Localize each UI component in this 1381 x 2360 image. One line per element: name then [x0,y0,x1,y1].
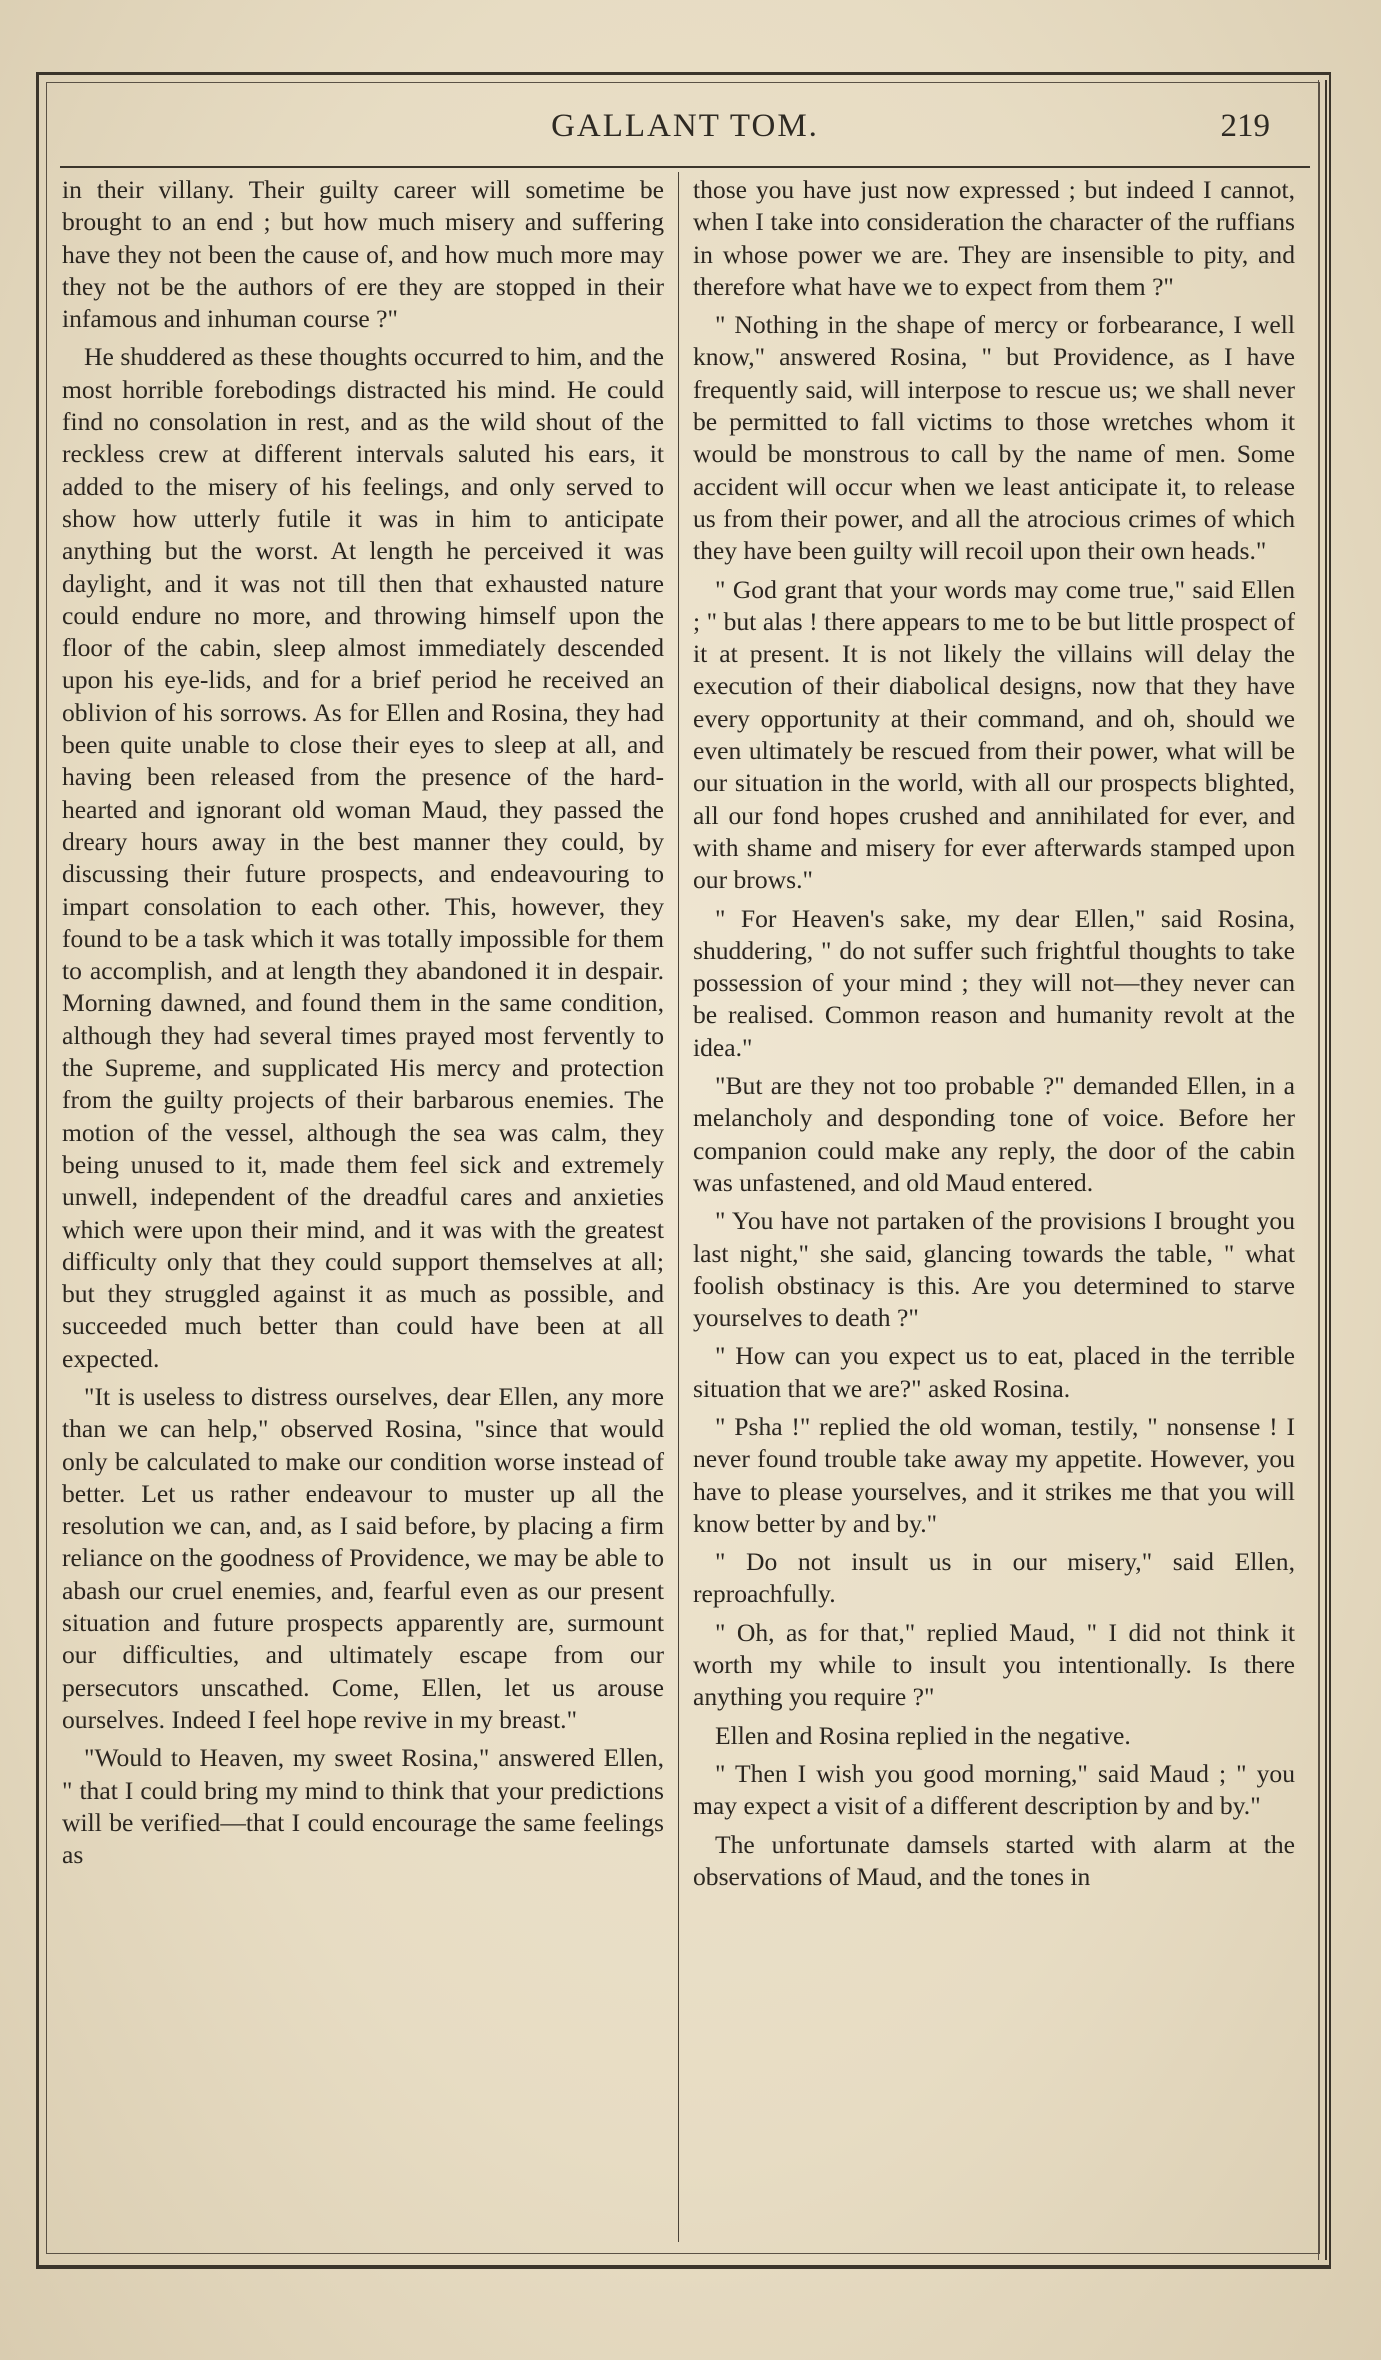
paragraph: "But are they not too probable ?" demanded Ellen, in a melancholy and desponding tone of voice. Before her companion could make any reply, the door of the cabin was unfastened, and old Maud entered. [693,1071,1295,1197]
running-title: GALLANT TOM. [551,108,819,144]
paragraph: "Would to Heaven, my sweet Rosina," answered Ellen, " that I could bring my mind to think that your predictions will be verified—that I could encourage the same feelings as [62,1743,664,1870]
paragraph: Ellen and Rosina replied in the negative. [715,1720,1131,1750]
column-divider [678,172,679,2242]
paragraph: " Do not insult us in our misery," said Ellen, reproachfully. [693,1547,1295,1609]
paragraph: " How can you expect us to eat, placed in the terrible situation that we are?" asked Rosina. [693,1341,1295,1403]
paragraph: " For Heaven's sake, my dear Ellen," said Rosina, shuddering, " do not suffer such frightful thoughts to take possession of your mind ; they will not—they never can be realised. Common reason and humanity revolt at the idea." [693,903,1295,1062]
paragraph: " Then I wish you good morning," said Maud ; " you may expect a visit of a different description by and by." [693,1758,1295,1821]
page-number: 219 [1220,108,1270,144]
page-header [60,106,1310,168]
paragraph: those you have just now expressed ; but indeed I cannot, when I take into consideration the character of the ruffians in whose power we are. They are insensible to pity, and therefore what have we to expect from them ?" [693,175,1295,301]
paragraph: The unfortunate damsels started with alarm at the observations of Maud, and the tones in [693,1829,1295,1891]
paragraph: He shuddered as these thoughts occurred to him, and the most horrible forebodings distracted his mind. He could find no consolation in rest, and as the wild shout of the reckless crew at different intervals saluted his ears, it added to the misery of his feelings, and only served to show how utterly futile it was in him to anticipate anything but the worst. At length he perceived it was daylight, and it was not till then that exhausted nature could endure no more, and throwing himself upon the floor of the cabin, sleep almost immediately descended upon his eye-lids, and for a brief period he received an oblivion of his sorrows. As for Ellen and Rosina, they had been quite unable to close their eyes to sleep at all, and having been released from the presence of the hard-hearted and ignorant old woman Maud, they passed the dreary hours away in the best manner they could, by discussing their future prospects, and endeavouring to impart consolation to each other. This, however, they found to be a task which it was totally impossible for them to accomplish, and at length they abandoned it in despair. Morning dawned, and found them in the same condition, although they had several times prayed most fervently to the Supreme, and supplicated His mercy and protection from the guilty projects of their barbarous enemies. The motion of the vessel, although the sea was calm, they being unused to it, made them feel sick and extremely unwell, independent of the dreadful cares and anxieties which were upon their mind, and it was with the greatest difficulty only that they could support themselves at all; but they struggled against it as much as possible, and succeeded much better than could have been at all expected. [62,342,664,1373]
side-rule [1318,80,1327,2260]
paragraph: " Psha !" replied the old woman, testily, " nonsense ! I never found trouble take away my appetite. However, you have to please yourselves, and it strikes me that you will know better by and by." [693,1411,1295,1538]
paragraph: "It is useless to distress ourselves, dear Ellen, any more than we can help," observed Rosina, "since that would only be calculated to make our condition worse instead of better. Let us rather endeavour to muster up all the resolution we can, and, as I said before, by placing a firm reliance on the goodness of Providence, we may be able to abash our cruel enemies, and, fearful even as our present situation and future prospects apparently are, surmount our difficulties, and ultimately escape from our persecutors unscathed. Come, Ellen, let us arouse ourselves. Indeed I feel hope revive in my breast." [62,1381,664,1734]
left-column [62,174,664,2244]
paragraph: " Oh, as for that," replied Maud, " I did not think it worth my while to insult you intentionally. Is there anything you require ?" [693,1617,1295,1712]
paragraph: in their villany. Their guilty career will sometime be brought to an end ; but how much misery and suffering have they not been the cause of, and how much more may they not be the authors of ere they are stopped in their infamous and inhuman course ?" [62,175,664,334]
paragraph: " Nothing in the shape of mercy or forbearance, I well know," answered Rosina, " but Providence, as I have frequently said, will interpose to rescue us; we shall never be permitted to fall victims to those wretches whom it would be monstrous to call by the name of men. Some accident will occur when we least anticipate it, to release us from their power, and all the atrocious crimes of which they have been guilty will recoil upon their own heads." [693,310,1295,566]
paragraph: " God grant that your words may come true," said Ellen ; " but alas ! there appears to me to be but little prospect of it at present. It is not likely the villains will delay the execution of their diabolical designs, now that they have every opportunity at their command, and oh, should we even ultimately be rescued from their power, what will be our situation in the world, with all our prospects blighted, all our fond hopes crushed and annihilated for ever, and with shame and misery for ever afterwards stamped upon our brows." [693,574,1295,895]
paragraph: " You have not partaken of the provisions I brought you last night," she said, glancing towards the table, " what foolish obstinacy is this. Are you determined to starve yourselves to death ?" [693,1206,1295,1333]
right-column [693,174,1295,2244]
